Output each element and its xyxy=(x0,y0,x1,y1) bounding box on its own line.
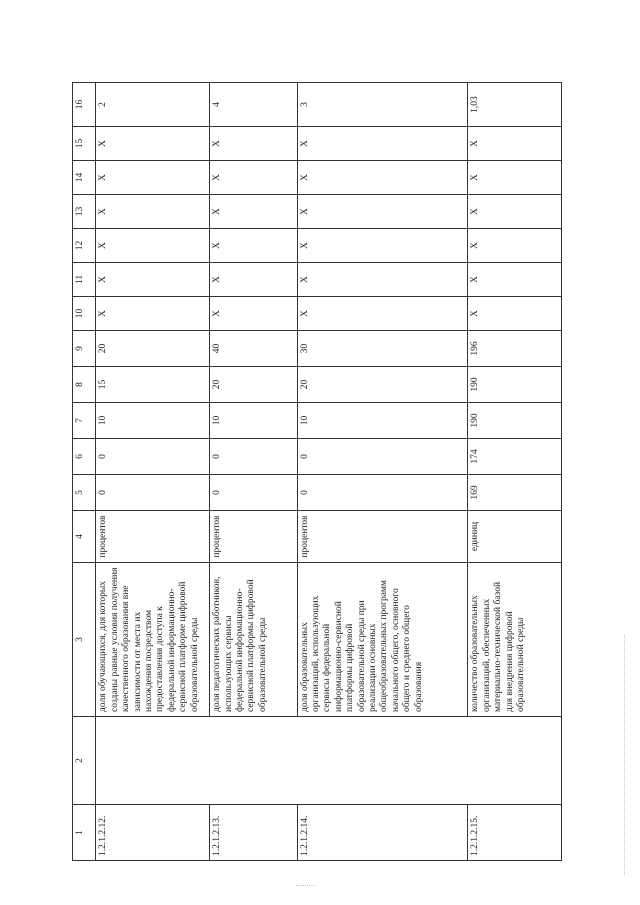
row-value: 20 xyxy=(96,331,210,367)
row-unit: процентов xyxy=(210,511,297,563)
row-value: X xyxy=(96,161,210,195)
row-value: 10 xyxy=(210,403,297,439)
header-cell: 16 xyxy=(73,83,96,127)
row-value: 40 xyxy=(210,331,297,367)
row-unit: процентов xyxy=(297,511,468,563)
row-indicator: доля образовательных организаций, использующих сервисы федеральной информационно-сервисной платформы цифровой образовательной среды при реализации основных общеобразовательных программ начального общего, основного общего и среднего общего образования xyxy=(297,563,468,717)
row-value: 3 xyxy=(297,83,468,127)
row-unit: процентов xyxy=(96,511,210,563)
row-value: X xyxy=(210,195,297,229)
row-value: X xyxy=(297,195,468,229)
row-value: 4 xyxy=(210,83,297,127)
row-indicator: количество образовательных организаций, обеспеченных материально-технической базой для внедрения цифровой образовательной среды xyxy=(468,563,562,717)
header-cell: 7 xyxy=(73,403,96,439)
row-value: X xyxy=(210,161,297,195)
rotated-table-container xyxy=(72,83,562,861)
row-value: 2 xyxy=(96,83,210,127)
row-value: 20 xyxy=(297,367,468,403)
row-indicator: доля педагогических работников, использующих сервисы федеральной информационно-сервисной платформы цифровой образовательной среды xyxy=(210,563,297,717)
table-row xyxy=(96,83,210,861)
row-code: 1.2.1.2.12. xyxy=(96,805,210,861)
row-col2 xyxy=(96,717,562,805)
row-value: X xyxy=(210,229,297,263)
row-value: X xyxy=(96,263,210,297)
row-value: X xyxy=(297,263,468,297)
row-value: 190 xyxy=(468,403,562,439)
row-value: X xyxy=(468,297,562,331)
row-value: 1,03 xyxy=(468,83,562,127)
row-value: X xyxy=(468,263,562,297)
row-value: X xyxy=(468,229,562,263)
row-value: 20 xyxy=(210,367,297,403)
row-indicator: доля обучающихся, для которых созданы равные условия получения качественного образования вне зависимости от места их нахождения посредством предоставления доступа к федеральной информационно-сервисной платформе цифровой образовательной среды xyxy=(96,563,210,717)
row-code: 1.2.1.2.14. xyxy=(297,805,468,861)
header-cell: 3 xyxy=(73,563,96,717)
row-value: X xyxy=(96,297,210,331)
row-value: X xyxy=(297,161,468,195)
row-value: X xyxy=(297,229,468,263)
row-value: 169 xyxy=(468,475,562,511)
header-cell: 9 xyxy=(73,331,96,367)
row-value: 0 xyxy=(297,439,468,475)
row-value: X xyxy=(468,161,562,195)
header-cell: 6 xyxy=(73,439,96,475)
header-cell: 13 xyxy=(73,195,96,229)
row-value: X xyxy=(297,127,468,161)
row-value: X xyxy=(96,127,210,161)
row-value: 10 xyxy=(297,403,468,439)
row-value: X xyxy=(210,263,297,297)
header-cell: 2 xyxy=(73,717,96,805)
row-value: X xyxy=(96,195,210,229)
header-cell: 8 xyxy=(73,367,96,403)
header-cell: 15 xyxy=(73,127,96,161)
row-value: X xyxy=(96,229,210,263)
header-cell: 5 xyxy=(73,475,96,511)
header-row xyxy=(73,83,96,861)
program-indicators-table xyxy=(72,82,562,861)
row-value: X xyxy=(297,297,468,331)
row-value: 0 xyxy=(96,439,210,475)
row-code: 1.2.1.2.15. xyxy=(468,805,562,861)
row-value: X xyxy=(210,127,297,161)
header-cell: 10 xyxy=(73,297,96,331)
row-value: 30 xyxy=(297,331,468,367)
row-value: 10 xyxy=(96,403,210,439)
header-cell: 11 xyxy=(73,263,96,297)
row-value: X xyxy=(468,127,562,161)
row-unit: единиц xyxy=(468,511,562,563)
row-value: X xyxy=(210,297,297,331)
row-value: 0 xyxy=(210,439,297,475)
row-value: 190 xyxy=(468,367,562,403)
row-value: 174 xyxy=(468,439,562,475)
row-value: X xyxy=(468,195,562,229)
row-value: 196 xyxy=(468,331,562,367)
row-value: 15 xyxy=(96,367,210,403)
row-value: 0 xyxy=(297,475,468,511)
row-value: 0 xyxy=(96,475,210,511)
header-cell: 1 xyxy=(73,805,96,861)
scan-artifact-line xyxy=(624,635,627,875)
row-code: 1.2.1.2.13. xyxy=(210,805,297,861)
header-cell: 14 xyxy=(73,161,96,195)
scan-artifact-line xyxy=(296,885,316,887)
header-cell: 12 xyxy=(73,229,96,263)
row-value: 0 xyxy=(210,475,297,511)
header-cell: 4 xyxy=(73,511,96,563)
